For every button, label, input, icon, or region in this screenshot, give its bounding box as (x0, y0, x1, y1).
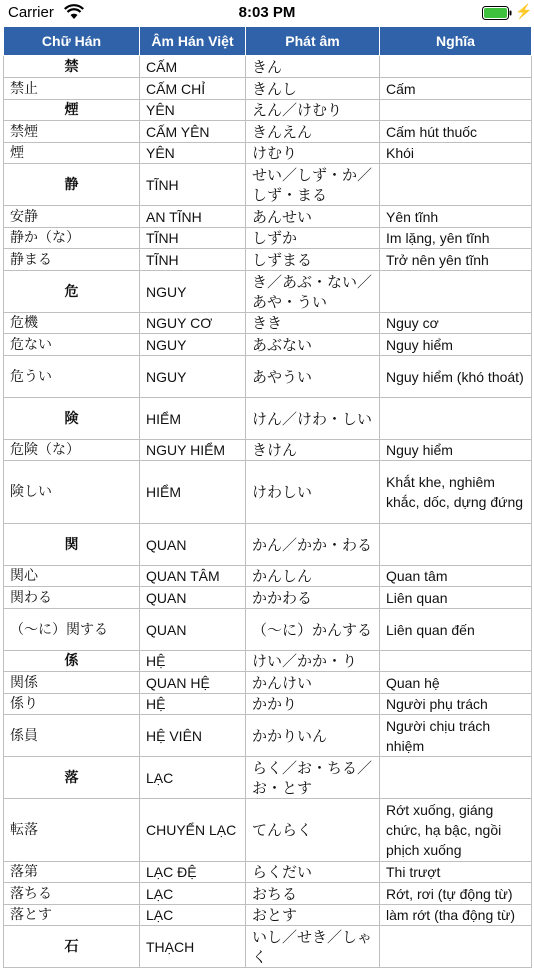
cell-nghia: Khói (380, 143, 532, 164)
header-phat-am: Phát âm (246, 27, 380, 56)
cell-phat-am: しずか (246, 228, 380, 249)
kanji-heading-row[interactable] (4, 757, 532, 799)
cell-nghia: Rớt, rơi (tự động từ) (380, 883, 532, 905)
cell-phat-am: らく／お・ちる／お・とす (246, 757, 380, 799)
table-row[interactable] (4, 143, 532, 164)
cell-am-han-viet: AN TĨNH (140, 206, 246, 228)
cell-phat-am: きき (246, 313, 380, 334)
header-nghia: Nghĩa (380, 27, 532, 56)
cell-chu-han: 落第 (4, 862, 140, 883)
cell-am-han-viet: QUAN (140, 587, 246, 609)
cell-am-han-viet: TĨNH (140, 249, 246, 271)
table-row[interactable] (4, 905, 532, 926)
cell-phat-am: てんらく (246, 799, 380, 862)
cell-chu-han: 静 (4, 164, 140, 206)
cell-phat-am: らくだい (246, 862, 380, 883)
table-row[interactable] (4, 715, 532, 757)
cell-chu-han: 転落 (4, 799, 140, 862)
table-row[interactable] (4, 206, 532, 228)
cell-phat-am: しずまる (246, 249, 380, 271)
cell-am-han-viet: NGUY HIỂM (140, 440, 246, 461)
cell-am-han-viet: YÊN (140, 143, 246, 164)
cell-nghia: Nguy hiểm (380, 334, 532, 356)
cell-phat-am: あぶない (246, 334, 380, 356)
cell-nghia: Trở nên yên tĩnh (380, 249, 532, 271)
cell-phat-am: きんし (246, 78, 380, 100)
cell-chu-han: 危機 (4, 313, 140, 334)
cell-chu-han: 係 (4, 651, 140, 672)
cell-phat-am: せい／しず・か／しず・まる (246, 164, 380, 206)
battery-icon (482, 6, 512, 20)
cell-phat-am: けわしい (246, 461, 380, 524)
cell-phat-am: きん (246, 56, 380, 78)
cell-phat-am: きんえん (246, 121, 380, 143)
cell-am-han-viet: QUAN TÂM (140, 566, 246, 587)
cell-chu-han: 関 (4, 524, 140, 566)
cell-nghia (380, 757, 532, 799)
table-header-row (4, 27, 532, 56)
cell-nghia: Cấm (380, 78, 532, 100)
table-row[interactable] (4, 313, 532, 334)
cell-am-han-viet: NGUY (140, 334, 246, 356)
table-body (4, 56, 532, 968)
table-row[interactable] (4, 566, 532, 587)
cell-chu-han: 係り (4, 694, 140, 715)
cell-nghia (380, 164, 532, 206)
table-row[interactable] (4, 883, 532, 905)
cell-nghia: làm rớt (tha động từ) (380, 905, 532, 926)
kanji-heading-row[interactable] (4, 164, 532, 206)
kanji-heading-row[interactable] (4, 271, 532, 313)
kanji-heading-row[interactable] (4, 398, 532, 440)
cell-am-han-viet: LẠC (140, 757, 246, 799)
carrier-label: Carrier (8, 4, 54, 21)
cell-phat-am: きけん (246, 440, 380, 461)
table-row[interactable] (4, 672, 532, 694)
cell-nghia: Rớt xuống, giáng chức, hạ bậc, ngồi phịch xuống (380, 799, 532, 862)
cell-nghia (380, 926, 532, 968)
cell-chu-han: 係員 (4, 715, 140, 757)
cell-phat-am: かん／かか・わる (246, 524, 380, 566)
cell-phat-am: おちる (246, 883, 380, 905)
cell-phat-am: けむり (246, 143, 380, 164)
cell-phat-am: かかりいん (246, 715, 380, 757)
cell-am-han-viet: YÊN (140, 100, 246, 121)
cell-nghia: Người phụ trách (380, 694, 532, 715)
table-row[interactable] (4, 587, 532, 609)
table-row[interactable] (4, 356, 532, 398)
status-bar (0, 0, 534, 26)
cell-nghia: Nguy cơ (380, 313, 532, 334)
cell-chu-han: 関心 (4, 566, 140, 587)
cell-chu-han: 関わる (4, 587, 140, 609)
cell-nghia (380, 651, 532, 672)
cell-phat-am: （〜に）かんする (246, 609, 380, 651)
cell-am-han-viet: HỆ (140, 694, 246, 715)
cell-am-han-viet: LẠC ĐỆ (140, 862, 246, 883)
cell-am-han-viet: TĨNH (140, 228, 246, 249)
cell-am-han-viet: HỆ (140, 651, 246, 672)
cell-nghia (380, 271, 532, 313)
cell-am-han-viet: NGUY (140, 356, 246, 398)
cell-nghia: Nguy hiểm (380, 440, 532, 461)
cell-am-han-viet: CẤM YÊN (140, 121, 246, 143)
table-row[interactable] (4, 78, 532, 100)
kanji-table-container[interactable] (3, 26, 531, 968)
cell-phat-am: けい／かか・り (246, 651, 380, 672)
cell-nghia: Thi trượt (380, 862, 532, 883)
cell-chu-han: 安静 (4, 206, 140, 228)
cell-am-han-viet: HIỂM (140, 461, 246, 524)
cell-chu-han: 落 (4, 757, 140, 799)
cell-phat-am: あやうい (246, 356, 380, 398)
clock: 8:03 PM (238, 4, 296, 21)
cell-chu-han: 険しい (4, 461, 140, 524)
table-row[interactable] (4, 121, 532, 143)
table-row[interactable] (4, 461, 532, 524)
cell-nghia: Liên quan (380, 587, 532, 609)
table-row[interactable] (4, 228, 532, 249)
cell-phat-am: かんけい (246, 672, 380, 694)
cell-chu-han: 禁煙 (4, 121, 140, 143)
kanji-table (3, 26, 532, 968)
cell-nghia: Liên quan đến (380, 609, 532, 651)
cell-chu-han: 落ちる (4, 883, 140, 905)
cell-am-han-viet: CẤM CHỈ (140, 78, 246, 100)
cell-chu-han: 禁 (4, 56, 140, 78)
cell-nghia: Người chịu trách nhiệm (380, 715, 532, 757)
header-chu-han: Chữ Hán (4, 27, 140, 56)
cell-am-han-viet: QUAN HỆ (140, 672, 246, 694)
cell-chu-han: 落とす (4, 905, 140, 926)
cell-am-han-viet: NGUY (140, 271, 246, 313)
cell-chu-han: 険 (4, 398, 140, 440)
cell-phat-am: あんせい (246, 206, 380, 228)
cell-phat-am: かかわる (246, 587, 380, 609)
table-row[interactable] (4, 694, 532, 715)
cell-phat-am: えん／けむり (246, 100, 380, 121)
cell-nghia (380, 56, 532, 78)
cell-am-han-viet: HỆ VIÊN (140, 715, 246, 757)
cell-nghia: Khắt khe, nghiêm khắc, dốc, dựng đứng (380, 461, 532, 524)
cell-nghia (380, 524, 532, 566)
cell-chu-han: 静まる (4, 249, 140, 271)
cell-am-han-viet: HIỂM (140, 398, 246, 440)
table-row[interactable] (4, 249, 532, 271)
kanji-heading-row[interactable] (4, 56, 532, 78)
kanji-heading-row[interactable] (4, 100, 532, 121)
cell-chu-han: 危うい (4, 356, 140, 398)
cell-am-han-viet: THẠCH (140, 926, 246, 968)
cell-nghia (380, 100, 532, 121)
table-row[interactable] (4, 862, 532, 883)
cell-am-han-viet: CẤM (140, 56, 246, 78)
cell-chu-han: 禁止 (4, 78, 140, 100)
kanji-heading-row[interactable] (4, 524, 532, 566)
cell-phat-am: かかり (246, 694, 380, 715)
cell-chu-han: （〜に）関する (4, 609, 140, 651)
cell-am-han-viet: LẠC (140, 905, 246, 926)
cell-chu-han: 煙 (4, 143, 140, 164)
cell-chu-han: 危険（な） (4, 440, 140, 461)
table-row[interactable] (4, 440, 532, 461)
cell-phat-am: おとす (246, 905, 380, 926)
table-row[interactable] (4, 334, 532, 356)
cell-am-han-viet: NGUY CƠ (140, 313, 246, 334)
cell-chu-han: 静か（な） (4, 228, 140, 249)
cell-nghia: Im lặng, yên tĩnh (380, 228, 532, 249)
cell-phat-am: けん／けわ・しい (246, 398, 380, 440)
cell-am-han-viet: LẠC (140, 883, 246, 905)
cell-phat-am: き／あぶ・ない／あや・うい (246, 271, 380, 313)
kanji-heading-row[interactable] (4, 651, 532, 672)
cell-chu-han: 危ない (4, 334, 140, 356)
cell-phat-am: かんしん (246, 566, 380, 587)
table-row[interactable] (4, 609, 532, 651)
cell-chu-han: 関係 (4, 672, 140, 694)
header-am-han-viet: Âm Hán Việt (140, 27, 246, 56)
cell-nghia: Nguy hiểm (khó thoát) (380, 356, 532, 398)
cell-phat-am: いし／せき／しゃく (246, 926, 380, 968)
cell-am-han-viet: CHUYỂN LẠC (140, 799, 246, 862)
table-row[interactable] (4, 799, 532, 862)
cell-am-han-viet: QUAN (140, 609, 246, 651)
cell-nghia: Quan tâm (380, 566, 532, 587)
kanji-heading-row[interactable] (4, 926, 532, 968)
cell-chu-han: 石 (4, 926, 140, 968)
cell-nghia: Quan hệ (380, 672, 532, 694)
cell-nghia: Cấm hút thuốc (380, 121, 532, 143)
cell-am-han-viet: QUAN (140, 524, 246, 566)
cell-nghia: Yên tĩnh (380, 206, 532, 228)
cell-nghia (380, 398, 532, 440)
cell-chu-han: 煙 (4, 100, 140, 121)
cell-am-han-viet: TĨNH (140, 164, 246, 206)
charging-bolt-icon: ⚡ (515, 3, 533, 19)
cell-chu-han: 危 (4, 271, 140, 313)
